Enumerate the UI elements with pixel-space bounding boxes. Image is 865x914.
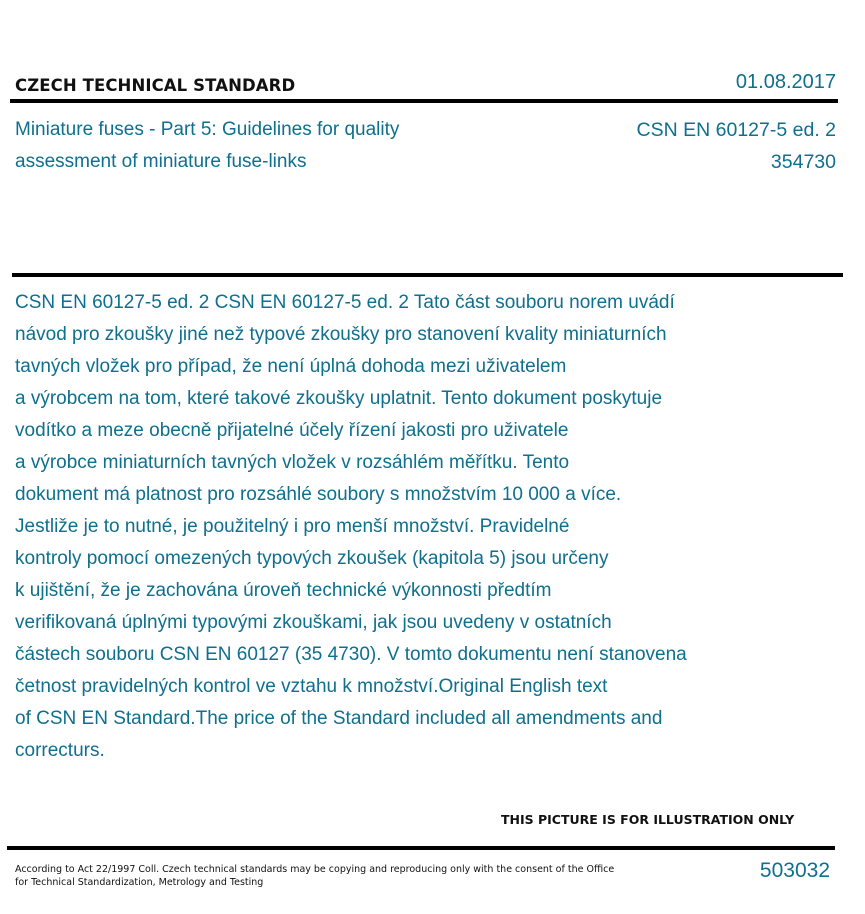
abstract-line: k ujištění, že je zachována úroveň technické výkonnosti předtím	[15, 580, 552, 601]
classification-code: 354730	[770, 151, 836, 173]
illustration-disclaimer: THIS PICTURE IS FOR ILLUSTRATION ONLY	[501, 812, 795, 827]
copyright-notice	[15, 863, 615, 889]
abstract-line: verifikovaná úplnými typovými zkouškami, jak jsou uvedeny v ostatních	[15, 612, 612, 633]
copyright-line: According to Act 22/1997 Coll. Czech technical standards may be copying and reproducing only with the consent of the Office	[15, 864, 615, 875]
title-divider	[12, 273, 843, 277]
title-line: Miniature fuses - Part 5: Guidelines for quality	[15, 119, 400, 140]
footer-divider	[7, 846, 835, 850]
product-code: 503032	[759, 859, 830, 882]
standard-abstract	[15, 287, 815, 767]
copyright-line: for Technical Standardization, Metrology and Testing	[15, 877, 264, 888]
abstract-line: tavných vložek pro případ, že není úplná dohoda mezi uživatelem	[15, 356, 567, 377]
abstract-line: návod pro zkoušky jiné než typové zkoušky pro stanovení kvality miniaturních	[15, 324, 667, 345]
abstract-line: a výrobcem na tom, které takové zkoušky uplatnit. Tento dokument poskytuje	[15, 388, 663, 409]
title-line: assessment of miniature fuse-links	[15, 151, 307, 172]
abstract-line: correcturs.	[15, 740, 105, 761]
document-type-label: CZECH TECHNICAL STANDARD	[15, 76, 296, 95]
abstract-line: a výrobce miniaturních tavných vložek v rozsáhlém měřítku. Tento	[15, 452, 570, 473]
standard-title	[15, 114, 399, 178]
publication-date: 01.08.2017	[735, 71, 836, 93]
standard-designation: CSN EN 60127-5 ed. 2	[636, 119, 836, 141]
abstract-line: dokument má platnost pro rozsáhlé soubory s množstvím 10 000 a více.	[15, 484, 622, 505]
abstract-line: částech souboru CSN EN 60127 (35 4730). V tomto dokumentu není stanovena	[15, 644, 687, 665]
abstract-line: of CSN EN Standard.The price of the Standard included all amendments and	[15, 708, 663, 729]
standard-identifiers	[637, 114, 836, 178]
abstract-line: četnost pravidelných kontrol ve vztahu k množství.Original English text	[15, 676, 608, 697]
abstract-line: kontroly pomocí omezených typových zkoušek (kapitola 5) jsou určeny	[15, 548, 609, 569]
abstract-line: vodítko a meze obecně přijatelné účely řízení jakosti pro uživatele	[15, 420, 569, 441]
abstract-line: CSN EN 60127-5 ed. 2 CSN EN 60127-5 ed. 2 Tato část souboru norem uvádí	[15, 292, 675, 313]
abstract-line: Jestliže je to nutné, je použitelný i pro menší množství. Pravidelné	[15, 516, 570, 537]
header-divider	[10, 99, 838, 103]
